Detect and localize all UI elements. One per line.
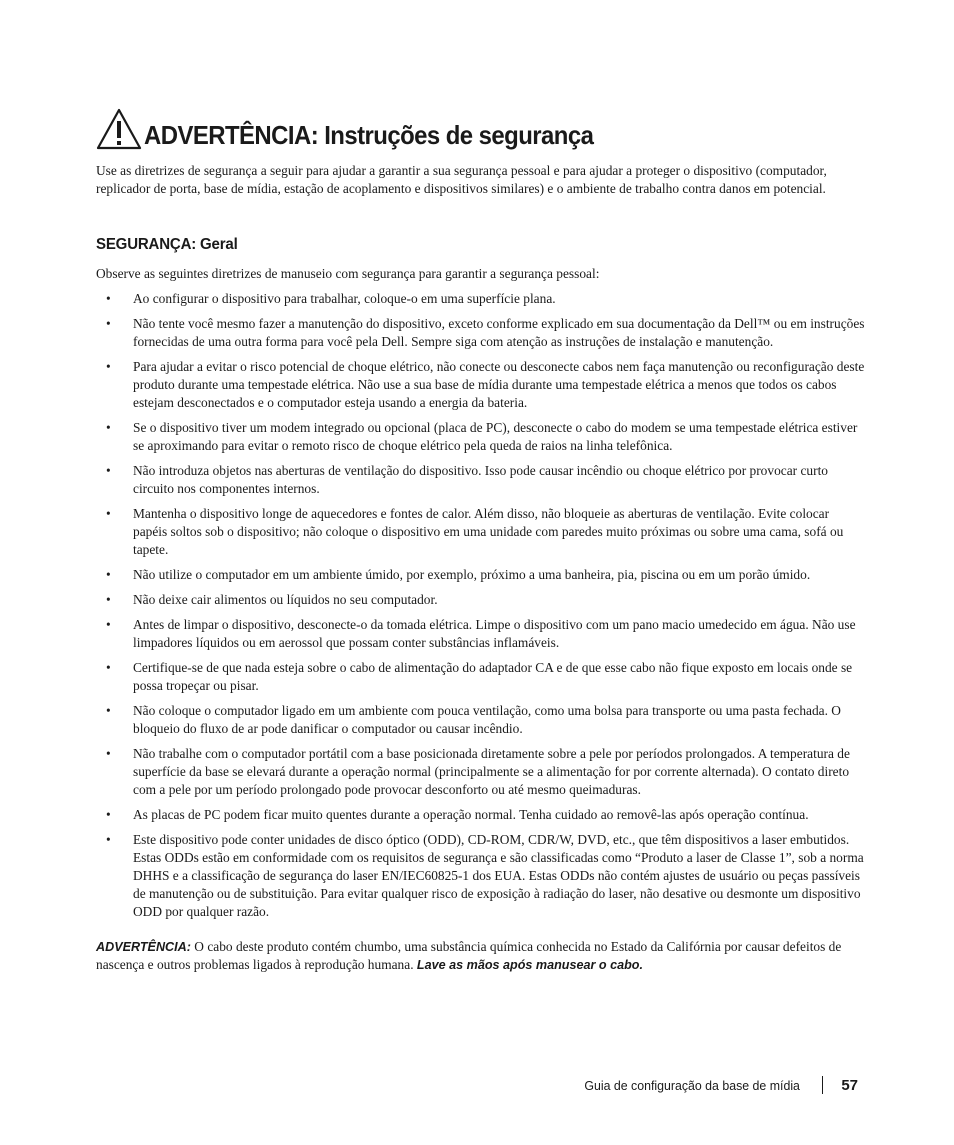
- warning-note: [96, 938, 866, 974]
- footer-guide-title: Guia de configuração da base de mídia: [584, 1077, 801, 1093]
- list-item-text: Ao configurar o dispositivo para trabalhar, coloque-o em uma superfície plana.: [133, 291, 556, 306]
- section-lead: Observe as seguintes diretrizes de manuseio com segurança para garantir a segurança pessoal:: [96, 266, 600, 281]
- intro-paragraph: Use as diretrizes de segurança a seguir para ajudar a garantir a sua segurança pessoal e para ajudar a proteger o dispositivo (computador, replicador de porta, base de mídia, estação de acoplamento e dispositivos similares) e o ambiente de trabalho contra danos em potencial.: [96, 163, 827, 196]
- list-item: [96, 358, 866, 412]
- list-item: [96, 616, 866, 652]
- safety-guidelines-list: [96, 290, 866, 928]
- list-item-text: Mantenha o dispositivo longe de aquecedores e fontes de calor. Além disso, não bloqueie as aberturas de ventilação. Evite colocar papéis soltos sob o dispositivo; não coloque o dispositivo em uma unidade com paredes muito próximas ou sobre uma cama, sofá ou tapete.: [133, 506, 844, 557]
- list-item: [96, 745, 866, 799]
- bullet-marker: •: [106, 832, 111, 847]
- bullet-marker: •: [106, 807, 111, 822]
- bullet-marker: •: [106, 567, 111, 582]
- bullet-marker: •: [106, 746, 111, 761]
- list-item-text: Antes de limpar o dispositivo, desconecte-o da tomada elétrica. Limpe o dispositivo com um pano macio umedecido em água. Não use limpadores líquidos ou em aerossol que possam conter substâncias inflamáveis.: [133, 617, 856, 650]
- list-item: [96, 462, 866, 498]
- list-item-text: Não coloque o computador ligado em um ambiente com pouca ventilação, como uma bolsa para transporte ou uma pasta fechada. O bloqueio do fluxo de ar pode danificar o computador ou causar incêndio.: [133, 703, 841, 736]
- bullet-marker: •: [106, 617, 111, 632]
- bullet-marker: •: [106, 291, 111, 306]
- list-item-text: Não trabalhe com o computador portátil com a base posicionada diretamente sobre a pele por períodos prolongados. A temperatura de superfície da base se elevará durante a operação normal (principalmente se a alimentação for por corrente alternada). O contato direto com a pele por um período prolongado pode provocar desconforto ou até mesmo queimaduras.: [133, 746, 850, 797]
- list-item: [96, 315, 866, 351]
- list-item-text: As placas de PC podem ficar muito quentes durante a operação normal. Tenha cuidado ao removê-las após operação contínua.: [133, 807, 809, 822]
- bullet-marker: •: [106, 703, 111, 718]
- warning-text: O cabo deste produto contém chumbo, uma substância química conhecida no Estado da Califórnia por causar defeitos de nascença e outros problemas ligados à reprodução humana.: [96, 939, 842, 972]
- warning-triangle-icon: [96, 108, 142, 150]
- list-item: [96, 831, 866, 921]
- list-item: [96, 566, 866, 584]
- bullet-marker: •: [106, 463, 111, 478]
- page-number: 57: [841, 1076, 858, 1094]
- list-item: [96, 702, 866, 738]
- list-item-text: Este dispositivo pode conter unidades de disco óptico (ODD), CD-ROM, CDR/W, DVD, etc., que têm dispositivos a laser embutidos. Estas ODDs estão em conformidade com os requisitos de segurança e são classificadas como “Produto a laser de Classe 1”, sob a norma DHHS e a classificação de segurança do laser EN/IEC60825-1 dos EUA. Estas ODDs não contém ajustes de usuário ou peças passíveis de manutenção ou de substituição. Para evitar qualquer risco de exposição à radiação do laser, não desative ou desmonte um dispositivo ODD por qualquer razão.: [133, 832, 864, 919]
- list-item: [96, 419, 866, 455]
- bullet-marker: •: [106, 506, 111, 521]
- warning-label: ADVERTÊNCIA:: [96, 940, 191, 954]
- bullet-marker: •: [106, 359, 111, 374]
- list-item-text: Para ajudar a evitar o risco potencial de choque elétrico, não conecte ou desconecte cabos nem faça manutenção ou reconfiguração deste produto durante uma tempestade elétrica. Não use a sua base de mídia durante uma tempestade elétrica a menos que todos os cabos estejam desconectados e o computador esteja usando a energia da bateria.: [133, 359, 865, 410]
- bullet-marker: •: [106, 592, 111, 607]
- warning-emphasis: Lave as mãos após manusear o cabo.: [416, 958, 643, 972]
- list-item: [96, 806, 866, 824]
- list-item-text: Não deixe cair alimentos ou líquidos no seu computador.: [133, 592, 438, 607]
- list-item-text: Não utilize o computador em um ambiente úmido, por exemplo, próximo a uma banheira, pia, piscina ou em um porão úmido.: [133, 567, 811, 582]
- list-item: [96, 505, 866, 559]
- footer-separator: [822, 1076, 823, 1094]
- list-item-text: Se o dispositivo tiver um modem integrado ou opcional (placa de PC), desconecte o cabo do modem se uma tempestade elétrica estiver se aproximando para evitar o remoto risco de choque elétrico pela queda de raios na linha telefônica.: [133, 420, 858, 453]
- page-title: ADVERTÊNCIA: Instruções de segurança: [144, 120, 594, 150]
- list-item: [96, 290, 866, 308]
- section-heading: SEGURANÇA: Geral: [96, 236, 238, 253]
- bullet-marker: •: [106, 420, 111, 435]
- page-footer: [573, 1076, 858, 1094]
- list-item-text: Não tente você mesmo fazer a manutenção do dispositivo, exceto conforme explicado em sua documentação da Dell™ ou em instruções fornecidas de uma outra forma para você pela Dell. Sempre siga com atenção as instruções de instalação e manutenção.: [133, 316, 865, 349]
- list-item: [96, 591, 866, 609]
- bullet-marker: •: [106, 660, 111, 675]
- list-item: [96, 659, 866, 695]
- list-item-text: Certifique-se de que nada esteja sobre o cabo de alimentação do adaptador CA e de que esse cabo não fique exposto em locais onde se possa tropeçar ou pisar.: [133, 660, 853, 693]
- list-item-text: Não introduza objetos nas aberturas de ventilação do dispositivo. Isso pode causar incêndio ou choque elétrico por provocar curto circuito nos componentes internos.: [133, 463, 828, 496]
- bullet-marker: •: [106, 316, 111, 331]
- title-row: [96, 108, 632, 150]
